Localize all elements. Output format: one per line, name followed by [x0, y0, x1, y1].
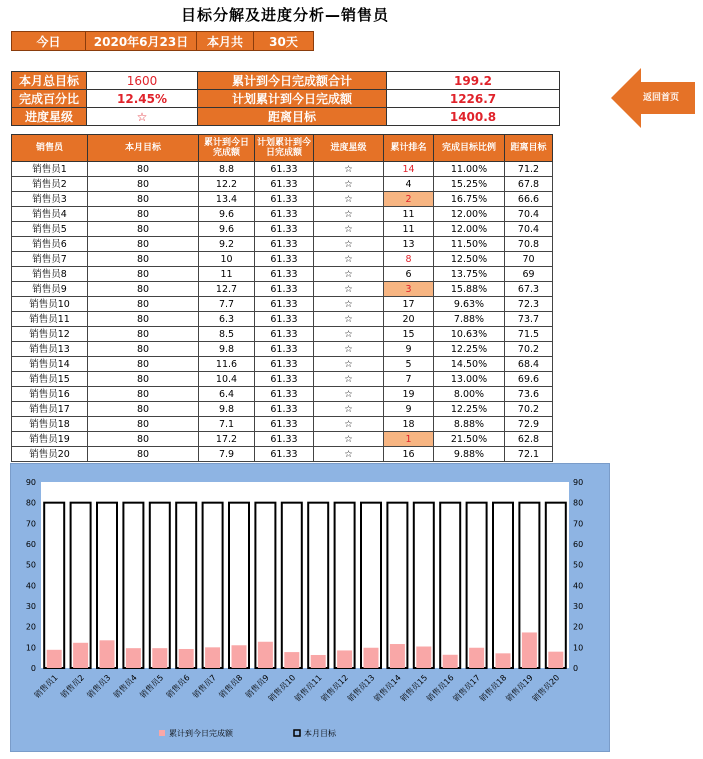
x-category-label: 销售员6 — [164, 673, 192, 700]
month-target: 80 — [88, 312, 199, 327]
month-target-label: 本月总目标 — [12, 72, 87, 90]
x-category-label: 销售员1 — [32, 673, 60, 700]
plan-amount: 61.33 — [255, 267, 314, 282]
month-target: 80 — [88, 417, 199, 432]
y-tick-label-right: 20 — [573, 622, 584, 632]
cumulative-bar — [232, 645, 247, 668]
y-tick-label-left: 80 — [25, 498, 36, 508]
table-row — [12, 447, 553, 462]
column-header: 计划累计到今日完成额 — [255, 135, 314, 162]
completion-ratio: 10.63% — [434, 327, 505, 342]
month-target: 80 — [88, 432, 199, 447]
table-row — [12, 417, 553, 432]
table-row — [12, 207, 553, 222]
cumulative-amount: 9.8 — [199, 342, 255, 357]
cumulative-amount: 7.9 — [199, 447, 255, 462]
x-category-label: 销售员20 — [530, 673, 562, 704]
star-rating: ☆ — [314, 417, 384, 432]
cumulative-bar — [337, 650, 352, 668]
plan-amount: 61.33 — [255, 222, 314, 237]
cumulative-amount: 9.6 — [199, 222, 255, 237]
cumulative-amount: 10.4 — [199, 372, 255, 387]
table-row — [12, 237, 553, 252]
cumulative-bar — [469, 648, 484, 668]
x-category-label: 销售员16 — [425, 673, 456, 704]
distance-to-target: 70.2 — [505, 342, 553, 357]
column-header: 进度星级 — [314, 135, 384, 162]
table-row — [12, 372, 553, 387]
plan-label: 计划累计到今日完成额 — [198, 90, 387, 108]
distance-to-target: 72.1 — [505, 447, 553, 462]
plan-amount: 61.33 — [255, 312, 314, 327]
distance-label: 距离目标 — [198, 108, 387, 126]
x-category-label: 销售员8 — [217, 673, 245, 700]
table-row — [12, 282, 553, 297]
cumulative-label: 累计到今日完成额合计 — [198, 72, 387, 90]
column-header: 累计排名 — [384, 135, 434, 162]
plan-amount: 61.33 — [255, 297, 314, 312]
table-row — [12, 177, 553, 192]
cumulative-amount: 12.7 — [199, 282, 255, 297]
percent-value: 12.45% — [87, 90, 198, 108]
y-tick-label-right: 50 — [573, 560, 584, 570]
cumulative-amount: 6.4 — [199, 387, 255, 402]
distance-to-target: 69.6 — [505, 372, 553, 387]
x-category-label: 销售员15 — [398, 673, 430, 704]
completion-ratio: 13.75% — [434, 267, 505, 282]
distance-to-target: 70.4 — [505, 222, 553, 237]
salesperson-name: 销售员18 — [12, 417, 88, 432]
bar-chart — [11, 464, 611, 753]
cumulative-amount: 8.8 — [199, 162, 255, 177]
today-date: 2020年6月23日 — [86, 31, 197, 51]
month-days-label: 本月共 — [197, 31, 254, 51]
completion-ratio: 16.75% — [434, 192, 505, 207]
completion-ratio: 12.50% — [434, 252, 505, 267]
cumulative-bar — [416, 647, 431, 668]
plan-amount: 61.33 — [255, 192, 314, 207]
salesperson-name: 销售员1 — [12, 162, 88, 177]
cumulative-amount: 11 — [199, 267, 255, 282]
table-row — [12, 327, 553, 342]
x-category-label: 销售员10 — [266, 673, 298, 704]
rank: 7 — [384, 372, 434, 387]
y-tick-label-right: 90 — [573, 478, 584, 487]
rank: 18 — [384, 417, 434, 432]
column-header: 累计到今日完成额 — [199, 135, 255, 162]
month-target: 80 — [88, 162, 199, 177]
star-rating: ☆ — [314, 192, 384, 207]
star-rating: ☆ — [314, 372, 384, 387]
plan-amount: 61.33 — [255, 417, 314, 432]
rank: 9 — [384, 342, 434, 357]
y-tick-label-left: 70 — [25, 519, 36, 529]
star-rating: ☆ — [314, 402, 384, 417]
y-tick-label-left: 20 — [25, 622, 36, 632]
distance-value: 1400.8 — [387, 108, 560, 126]
salesperson-name: 销售员14 — [12, 357, 88, 372]
distance-to-target: 73.6 — [505, 387, 553, 402]
page-title: 目标分解及进度分析—销售员 — [180, 6, 389, 24]
salesperson-name: 销售员2 — [12, 177, 88, 192]
rank: 13 — [384, 237, 434, 252]
x-category-label: 销售员14 — [372, 673, 403, 704]
salesperson-name: 销售员5 — [12, 222, 88, 237]
y-tick-label-left: 50 — [25, 560, 36, 570]
salesperson-name: 销售员11 — [12, 312, 88, 327]
y-tick-label-right: 60 — [573, 540, 584, 549]
month-target: 80 — [88, 372, 199, 387]
cumulative-amount: 9.6 — [199, 207, 255, 222]
star-rating: ☆ — [314, 342, 384, 357]
x-category-label: 销售员7 — [191, 673, 219, 700]
rank: 11 — [384, 207, 434, 222]
star-rating: ☆ — [314, 447, 384, 462]
rank: 17 — [384, 297, 434, 312]
sales-table — [11, 134, 553, 462]
cumulative-bar — [443, 655, 458, 668]
star-rating: ☆ — [314, 162, 384, 177]
month-target: 80 — [88, 342, 199, 357]
cumulative-amount: 13.4 — [199, 192, 255, 207]
distance-to-target: 67.8 — [505, 177, 553, 192]
cumulative-bar — [47, 650, 62, 668]
month-target: 80 — [88, 222, 199, 237]
y-tick-label-left: 0 — [30, 664, 36, 673]
month-target: 80 — [88, 402, 199, 417]
table-row — [12, 297, 553, 312]
plan-amount: 61.33 — [255, 237, 314, 252]
month-target: 80 — [88, 282, 199, 297]
star-rating: ☆ — [314, 327, 384, 342]
table-row — [12, 387, 553, 402]
salesperson-name: 销售员19 — [12, 432, 88, 447]
y-tick-label-left: 40 — [25, 581, 36, 591]
cumulative-bar — [73, 643, 88, 668]
salesperson-name: 销售员6 — [12, 237, 88, 252]
x-category-label: 销售员11 — [293, 673, 324, 704]
completion-ratio: 12.00% — [434, 222, 505, 237]
x-category-label: 销售员4 — [111, 673, 139, 700]
salesperson-name: 销售员9 — [12, 282, 88, 297]
distance-to-target: 69 — [505, 267, 553, 282]
plan-amount: 61.33 — [255, 177, 314, 192]
cumulative-bar — [522, 632, 537, 668]
x-category-label: 销售员18 — [477, 673, 509, 704]
star-rating: ☆ — [314, 177, 384, 192]
x-category-label: 销售员13 — [345, 673, 377, 704]
month-target: 80 — [88, 327, 199, 342]
back-home-button[interactable] — [611, 68, 695, 128]
plan-amount: 61.33 — [255, 357, 314, 372]
month-target: 80 — [88, 267, 199, 282]
completion-ratio: 9.63% — [434, 297, 505, 312]
completion-ratio: 8.88% — [434, 417, 505, 432]
month-target: 80 — [88, 297, 199, 312]
rank: 5 — [384, 357, 434, 372]
table-row — [12, 192, 553, 207]
legend-label-cumulative: 累计到今日完成额 — [169, 729, 233, 738]
salesperson-name: 销售员4 — [12, 207, 88, 222]
completion-ratio: 14.50% — [434, 357, 505, 372]
plan-amount: 61.33 — [255, 282, 314, 297]
cumulative-bar — [258, 642, 273, 668]
distance-to-target: 71.2 — [505, 162, 553, 177]
plan-amount: 61.33 — [255, 327, 314, 342]
chart-area — [10, 463, 610, 752]
column-header: 距离目标 — [505, 135, 553, 162]
star-rating: ☆ — [314, 267, 384, 282]
star-rating: ☆ — [314, 222, 384, 237]
completion-ratio: 12.25% — [434, 402, 505, 417]
table-header-row — [12, 135, 553, 162]
month-target: 80 — [88, 177, 199, 192]
distance-to-target: 70.4 — [505, 207, 553, 222]
distance-to-target: 72.3 — [505, 297, 553, 312]
back-home-label: 返回首页 — [642, 93, 679, 103]
star-rating: ☆ — [314, 252, 384, 267]
table-row — [12, 357, 553, 372]
month-days-value: 30天 — [254, 31, 314, 51]
table-row — [12, 432, 553, 447]
salesperson-name: 销售员7 — [12, 252, 88, 267]
star-rating: ☆ — [314, 432, 384, 447]
distance-to-target: 70.8 — [505, 237, 553, 252]
rank: 1 — [384, 432, 434, 447]
cumulative-bar — [152, 648, 167, 668]
completion-ratio: 12.00% — [434, 207, 505, 222]
completion-ratio: 7.88% — [434, 312, 505, 327]
cumulative-amount: 12.2 — [199, 177, 255, 192]
cumulative-value: 199.2 — [387, 72, 560, 90]
cumulative-bar — [390, 644, 405, 668]
plan-amount: 61.33 — [255, 162, 314, 177]
star-rating: ☆ — [314, 297, 384, 312]
month-target: 80 — [88, 192, 199, 207]
cumulative-bar — [548, 652, 563, 668]
cumulative-amount: 9.8 — [199, 402, 255, 417]
y-tick-label-left: 90 — [25, 478, 36, 487]
table-row — [12, 222, 553, 237]
completion-ratio: 13.00% — [434, 372, 505, 387]
y-tick-label-left: 10 — [25, 643, 36, 653]
x-category-label: 销售员17 — [451, 673, 483, 704]
rank: 6 — [384, 267, 434, 282]
legend-swatch-target — [294, 730, 300, 736]
distance-to-target: 72.9 — [505, 417, 553, 432]
month-target-value: 1600 — [87, 72, 198, 90]
table-row — [12, 267, 553, 282]
y-tick-label-right: 70 — [573, 519, 584, 529]
distance-to-target: 70.2 — [505, 402, 553, 417]
column-header: 本月目标 — [88, 135, 199, 162]
y-tick-label-right: 0 — [573, 664, 579, 673]
legend-swatch-cumulative — [159, 730, 165, 736]
distance-to-target: 67.3 — [505, 282, 553, 297]
plot-area — [41, 482, 569, 668]
salesperson-name: 销售员8 — [12, 267, 88, 282]
rank: 9 — [384, 402, 434, 417]
cumulative-amount: 7.7 — [199, 297, 255, 312]
date-row — [11, 31, 314, 51]
month-target: 80 — [88, 357, 199, 372]
star-rating: ☆ — [314, 237, 384, 252]
rank: 8 — [384, 252, 434, 267]
salesperson-name: 销售员3 — [12, 192, 88, 207]
percent-label: 完成百分比 — [12, 90, 87, 108]
plan-amount: 61.33 — [255, 447, 314, 462]
y-tick-label-left: 30 — [25, 602, 36, 611]
table-row — [12, 342, 553, 357]
cumulative-bar — [284, 652, 299, 668]
x-category-label: 销售员5 — [138, 673, 166, 700]
column-header: 销售员 — [12, 135, 88, 162]
rank: 4 — [384, 177, 434, 192]
rank: 20 — [384, 312, 434, 327]
distance-to-target: 70 — [505, 252, 553, 267]
cumulative-bar — [205, 647, 220, 668]
cumulative-amount: 10 — [199, 252, 255, 267]
star-value: ☆ — [87, 108, 198, 126]
salesperson-name: 销售员20 — [12, 447, 88, 462]
rank: 16 — [384, 447, 434, 462]
cumulative-amount: 11.6 — [199, 357, 255, 372]
salesperson-name: 销售员15 — [12, 372, 88, 387]
distance-to-target: 68.4 — [505, 357, 553, 372]
star-rating: ☆ — [314, 357, 384, 372]
rank: 19 — [384, 387, 434, 402]
cumulative-amount: 8.5 — [199, 327, 255, 342]
cumulative-bar — [496, 653, 511, 668]
month-target: 80 — [88, 447, 199, 462]
distance-to-target: 71.5 — [505, 327, 553, 342]
rank: 3 — [384, 282, 434, 297]
cumulative-bar — [364, 648, 379, 668]
rank: 14 — [384, 162, 434, 177]
table-row — [12, 252, 553, 267]
cumulative-bar — [311, 655, 326, 668]
cumulative-amount: 7.1 — [199, 417, 255, 432]
cumulative-bar — [100, 640, 115, 668]
salesperson-name: 销售员17 — [12, 402, 88, 417]
completion-ratio: 15.88% — [434, 282, 505, 297]
salesperson-name: 销售员12 — [12, 327, 88, 342]
y-tick-label-right: 10 — [573, 643, 584, 653]
completion-ratio: 11.00% — [434, 162, 505, 177]
distance-to-target: 62.8 — [505, 432, 553, 447]
month-target: 80 — [88, 252, 199, 267]
star-label: 进度星级 — [12, 108, 87, 126]
cumulative-amount: 6.3 — [199, 312, 255, 327]
plan-amount: 61.33 — [255, 372, 314, 387]
star-rating: ☆ — [314, 312, 384, 327]
y-tick-label-right: 30 — [573, 602, 584, 611]
y-tick-label-left: 60 — [25, 540, 36, 549]
y-tick-label-right: 80 — [573, 498, 584, 508]
today-label: 今日 — [11, 31, 86, 51]
month-target: 80 — [88, 207, 199, 222]
rank: 15 — [384, 327, 434, 342]
table-row — [12, 402, 553, 417]
x-category-label: 销售员2 — [59, 673, 87, 700]
x-category-label: 销售员9 — [243, 673, 271, 700]
legend-label-target: 本月目标 — [304, 729, 336, 738]
salesperson-name: 销售员16 — [12, 387, 88, 402]
cumulative-amount: 17.2 — [199, 432, 255, 447]
column-header: 完成目标比例 — [434, 135, 505, 162]
month-target: 80 — [88, 387, 199, 402]
table-row — [12, 312, 553, 327]
star-rating: ☆ — [314, 282, 384, 297]
cumulative-bar — [179, 649, 194, 668]
x-category-label: 销售员19 — [504, 673, 535, 704]
distance-to-target: 73.7 — [505, 312, 553, 327]
completion-ratio: 15.25% — [434, 177, 505, 192]
salesperson-name: 销售员10 — [12, 297, 88, 312]
completion-ratio: 11.50% — [434, 237, 505, 252]
summary-table — [11, 71, 560, 126]
completion-ratio: 21.50% — [434, 432, 505, 447]
table-row — [12, 162, 553, 177]
plan-amount: 61.33 — [255, 207, 314, 222]
star-rating: ☆ — [314, 207, 384, 222]
x-category-label: 销售员12 — [319, 673, 351, 704]
cumulative-amount: 9.2 — [199, 237, 255, 252]
plan-amount: 61.33 — [255, 342, 314, 357]
distance-to-target: 66.6 — [505, 192, 553, 207]
month-target: 80 — [88, 237, 199, 252]
rank: 11 — [384, 222, 434, 237]
completion-ratio: 12.25% — [434, 342, 505, 357]
cumulative-bar — [126, 648, 141, 668]
plan-amount: 61.33 — [255, 402, 314, 417]
x-category-label: 销售员3 — [85, 673, 113, 700]
plan-amount: 61.33 — [255, 252, 314, 267]
plan-amount: 61.33 — [255, 432, 314, 447]
rank: 2 — [384, 192, 434, 207]
star-rating: ☆ — [314, 387, 384, 402]
completion-ratio: 9.88% — [434, 447, 505, 462]
y-tick-label-right: 40 — [573, 581, 584, 591]
plan-value: 1226.7 — [387, 90, 560, 108]
plan-amount: 61.33 — [255, 387, 314, 402]
completion-ratio: 8.00% — [434, 387, 505, 402]
salesperson-name: 销售员13 — [12, 342, 88, 357]
